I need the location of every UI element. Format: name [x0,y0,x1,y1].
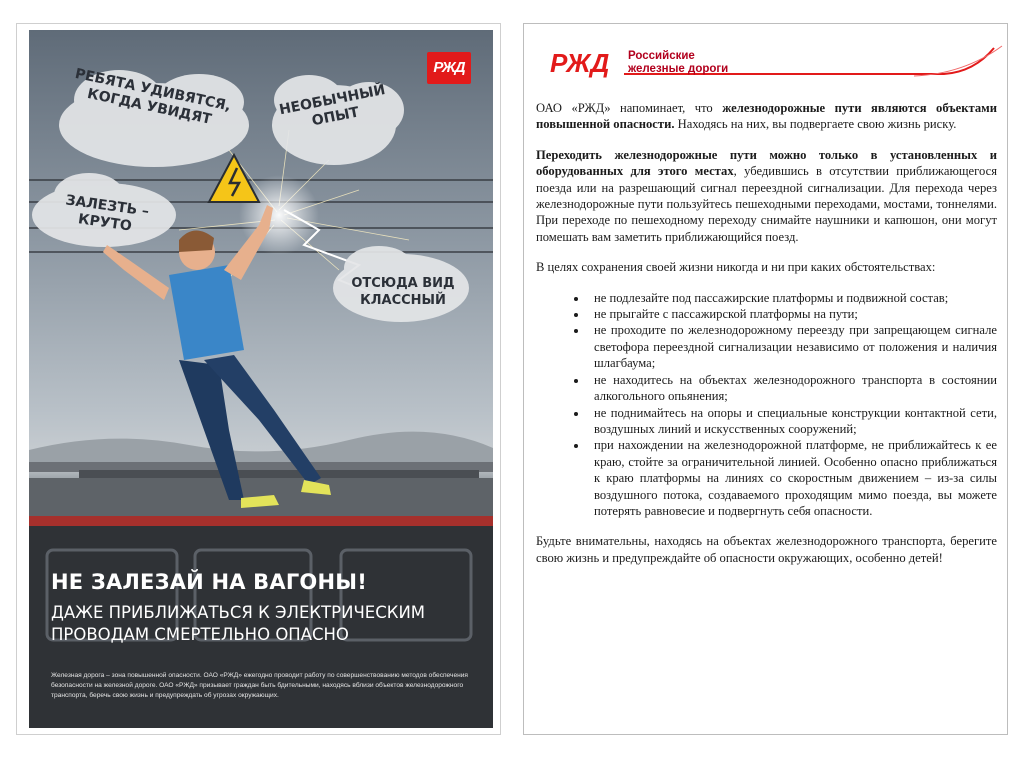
list-item: • при нахождении на железнодорожной платформе, не приближайтесь к ее краю, стойте за ограничительной линией. Особенно опасно приближаться к краю платформы на линиях со скоростным движением – из-за силы воздушного потока, создаваемого проходящим мимо поезда, вы можете потерять равновесие и подвергнуть себя опасности. [588,437,997,519]
train-red-stripe [29,516,493,526]
poster-subheadline: ДАЖЕ ПРИБЛИЖАТЬСЯ К ЭЛЕКТРИЧЕСКИМ ПРОВОДАМ СМЕРТЕЛЬНО ОПАСНО [51,603,426,644]
safety-poster [29,30,493,728]
cloud-text-nice-view: ОТСЮДА ВИД КЛАССНЫЙ [351,276,455,308]
crossing-text: , убедившись в отсутствии приближающегося поезда или на разрешающий сигнал переездной сигнализации. Для перехода через железнодорожные пути пользуйтесь пешеходными переходами, мостами, тоннелями. При переходе по пешеходному переходу снимайте наушники и капюшон, они могут помешать вам заметить приближающийся поезд. [536,164,997,244]
cloud-text-friends: РЕБЯТА УДИВЯТСЯ, КОГДА УВИДЯТ [73,65,233,128]
list-item: • не поднимайтесь на опоры и специальные конструкции контактной сети, воздушных линий и искусственных сооружений; [588,405,997,438]
cloud-text-climbing-cool: ЗАЛЕЗТЬ – КРУТО [64,192,150,235]
list-item: • не проходите по железнодорожному переезду при запрещающем сигнале светофора переездной сигнализации независимо от положения и наличия шлагбаума; [588,322,997,371]
list-item: • не находитесь на объектах железнодорожного транспорта в состоянии алкогольного опьянения; [588,372,997,405]
company-name [628,50,728,76]
intro-text-bold: железнодорожные пути являются объектами повышенной опасности. [536,101,997,132]
poster-headline: НЕ ЗАЛЕЗАЙ НА ВАГОНЫ! [51,570,367,594]
paragraph-intro [536,100,997,133]
leaflet-body [536,100,997,580]
cloud-text-unusual-experience: НЕОБЫЧНЫЙ ОПЫТ [277,82,387,130]
company-name-line2: железные дороги [628,63,729,75]
intro-text-c: Находясь на них, вы подвергаете свою жизнь риску. [674,117,957,132]
crossing-text-bold: Переходить железнодорожные пути можно только в установленных и оборудованных для этого местах [536,147,997,179]
poster-fine-print: Железная дорога – зона повышенной опасности. ОАО «РЖД» ежегодно проводит работу по совершенствованию методов обеспечения безопасности на железной дороге. ОАО «РЖД» призывает граждан быть бдительными, находясь вблизи объектов железнодорожного транспорта, беречь свою жизнь и предупреждать об угрозах окружающих. [51,672,469,699]
company-name-line1: Российские [628,50,695,62]
list-item: • не подлезайте под пассажирские платформы и подвижной состав; [588,290,997,306]
safety-leaflet [523,23,1008,735]
rzd-logo-text: РЖД [550,48,610,78]
paragraph-closing: Будьте внимательны, находясь на объектах железнодорожного транспорта, берегите свою жизнь и предупреждайте об опасности окружающих, особенно детей! [536,534,997,565]
intro-text-a: ОАО «РЖД» напоминает, что [536,101,723,115]
list-item: • не прыгайте с пассажирской платформы на пути; [588,306,997,322]
rzd-logo-icon [550,48,622,78]
rzd-logo: РЖД [427,52,471,84]
paragraph-crossing [536,147,997,245]
rules-list [536,290,997,520]
paragraph-never: В целях сохранения своей жизни никогда и ни при каких обстоятельствах: [536,260,936,275]
